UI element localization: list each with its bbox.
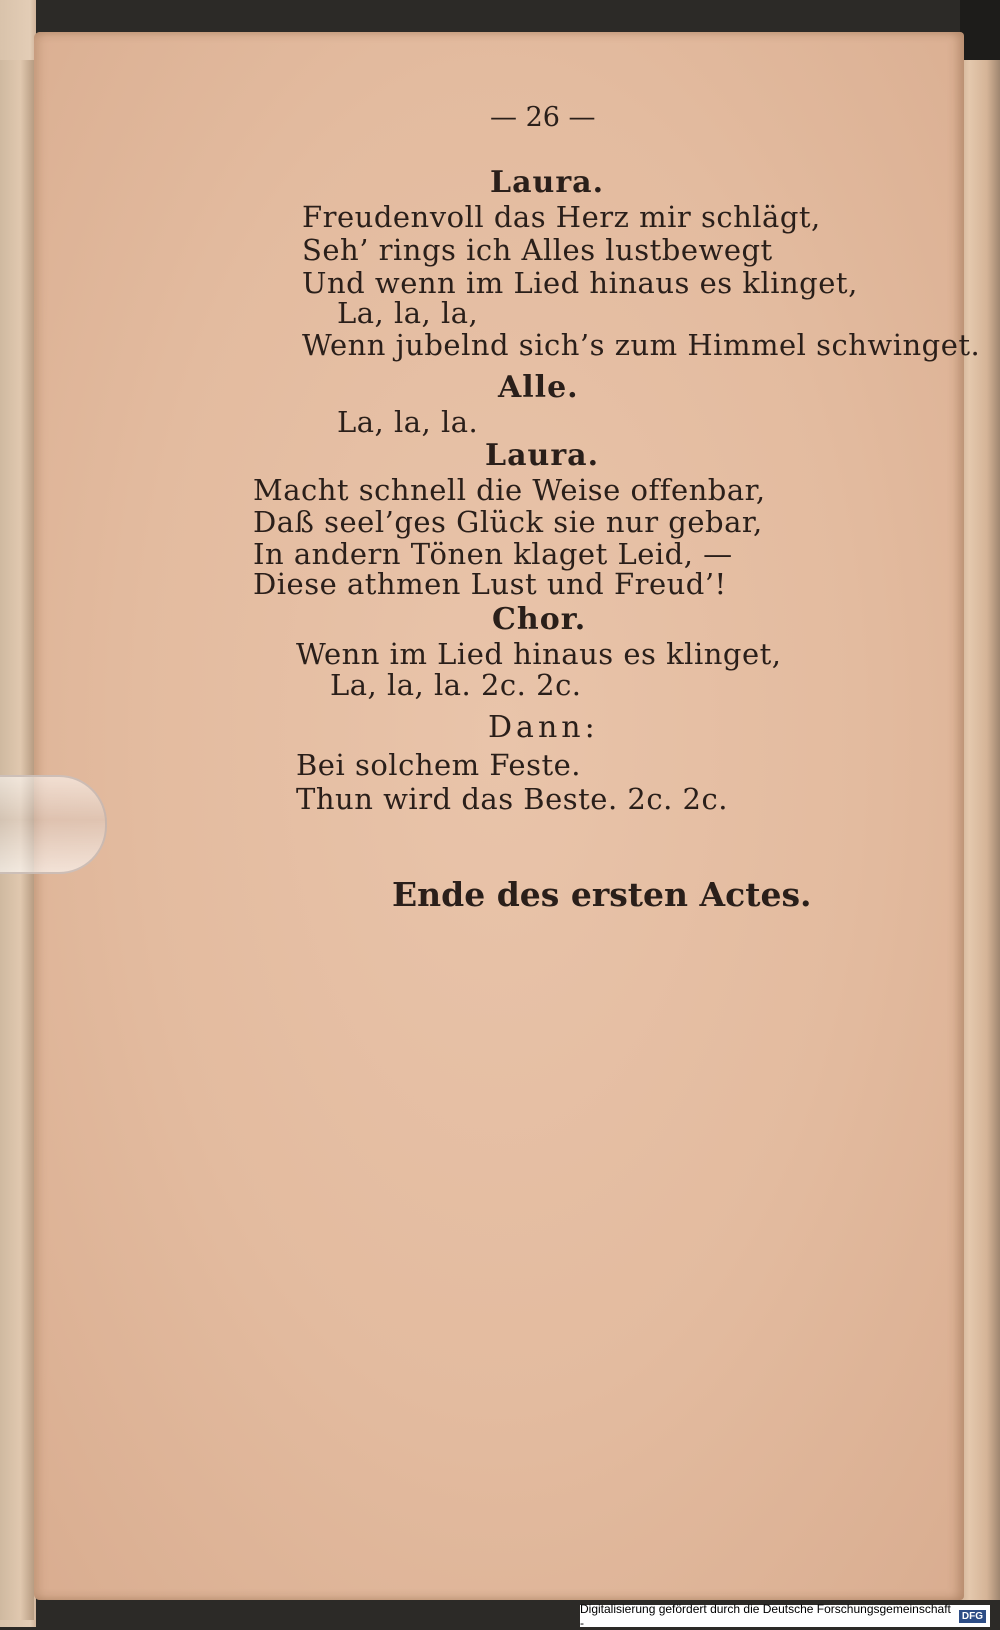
digitization-credit [580, 1602, 990, 1630]
credit-text: Digitalisierung gefördert durch die Deutsche Forschungsgemeinschaft - [580, 1602, 951, 1630]
speaker-alle: Alle. [498, 370, 579, 405]
verse-line: Macht schnell die Weise offenbar, [253, 473, 766, 507]
verse-line: Und wenn im Lied hinaus es klinget, [302, 266, 858, 300]
verse-line: Seh’ rings ich Alles lustbewegt [302, 233, 773, 267]
speaker-laura-2: Laura. [485, 438, 600, 473]
verse-line: La, la, la. 2c. 2c. [330, 668, 582, 702]
verse-line: Bei solchem Feste. [296, 748, 581, 782]
speaker-laura-1: Laura. [490, 165, 605, 200]
verse-line: La, la, la, [337, 296, 479, 330]
act-ending: Ende des ersten Actes. [392, 875, 812, 914]
verse-line: Diese athmen Lust und Freud’! [253, 567, 727, 601]
verse-line: Wenn jubelnd sich’s zum Himmel schwinget. [302, 328, 981, 362]
page-number: — 26 — [490, 102, 596, 133]
verse-line: Daß seel’ges Glück sie nur gebar, [253, 505, 763, 539]
verse-line: Freudenvoll das Herz mir schlägt, [302, 200, 821, 234]
speaker-dann: Dann: [488, 710, 599, 745]
verse-line: Wenn im Lied hinaus es klinget, [296, 637, 782, 671]
verse-line: La, la, la. [337, 405, 479, 439]
speaker-chor: Chor. [492, 602, 587, 637]
verse-line: Thun wird das Beste. 2c. 2c. [296, 782, 728, 816]
verse-line: In andern Tönen klaget Leid, — [253, 537, 733, 571]
dfg-logo: DFG [959, 1610, 986, 1623]
